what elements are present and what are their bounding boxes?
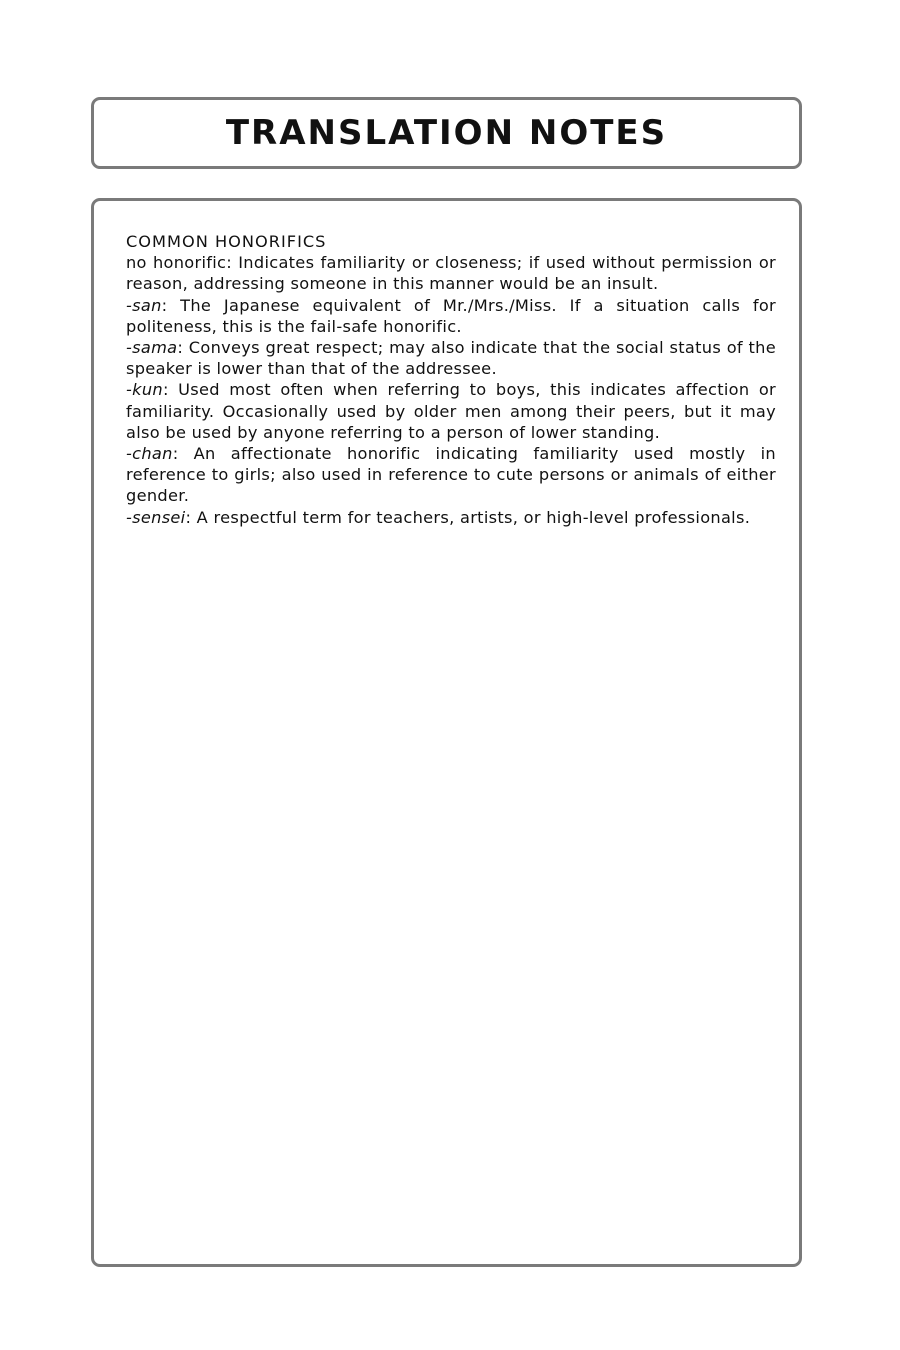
entry-term: -chan: [126, 444, 173, 464]
entry-sama: [126, 337, 776, 379]
entry-no-honorific: [126, 252, 776, 294]
entry-definition: : Conveys great respect; may also indicate that the social status of the speaker is lower than that of the addressee.: [126, 338, 776, 379]
entry-term: -sama: [126, 338, 178, 358]
entry-san: [126, 295, 776, 337]
notes-content: [126, 231, 776, 528]
entry-sensei: [126, 507, 776, 528]
entry-term: -san: [126, 295, 162, 315]
entry-term: -kun: [126, 380, 163, 400]
title-box: [91, 97, 802, 169]
entry-kun: [126, 379, 776, 443]
entry-chan: [126, 443, 776, 507]
entry-definition: : Used most often when referring to boys, this indicates affection or familiarity. Occasionally used by older men among their peers, but it may also be used by anyone referring to a person of lower standing.: [126, 380, 776, 442]
entry-definition: : A respectful term for teachers, artists, or high-level professionals.: [185, 507, 751, 527]
entry-definition: : Indicates familiarity or closeness; if used without permission or reason, addressing someone in this manner would be an insult.: [126, 253, 777, 294]
entry-definition: : An affectionate honorific indicating familiarity used mostly in reference to girls; also used in reference to cute persons or animals of either gender.: [126, 444, 776, 506]
entry-term: no honorific: [126, 253, 227, 273]
notes-box: [91, 198, 802, 1267]
entry-term: -sensei: [126, 507, 186, 527]
page-title: TRANSLATION NOTES: [225, 113, 668, 153]
section-heading: COMMON HONORIFICS: [126, 232, 327, 251]
entry-definition: : The Japanese equivalent of Mr./Mrs./Miss. If a situation calls for politeness, this is the fail-safe honorific.: [126, 295, 776, 336]
